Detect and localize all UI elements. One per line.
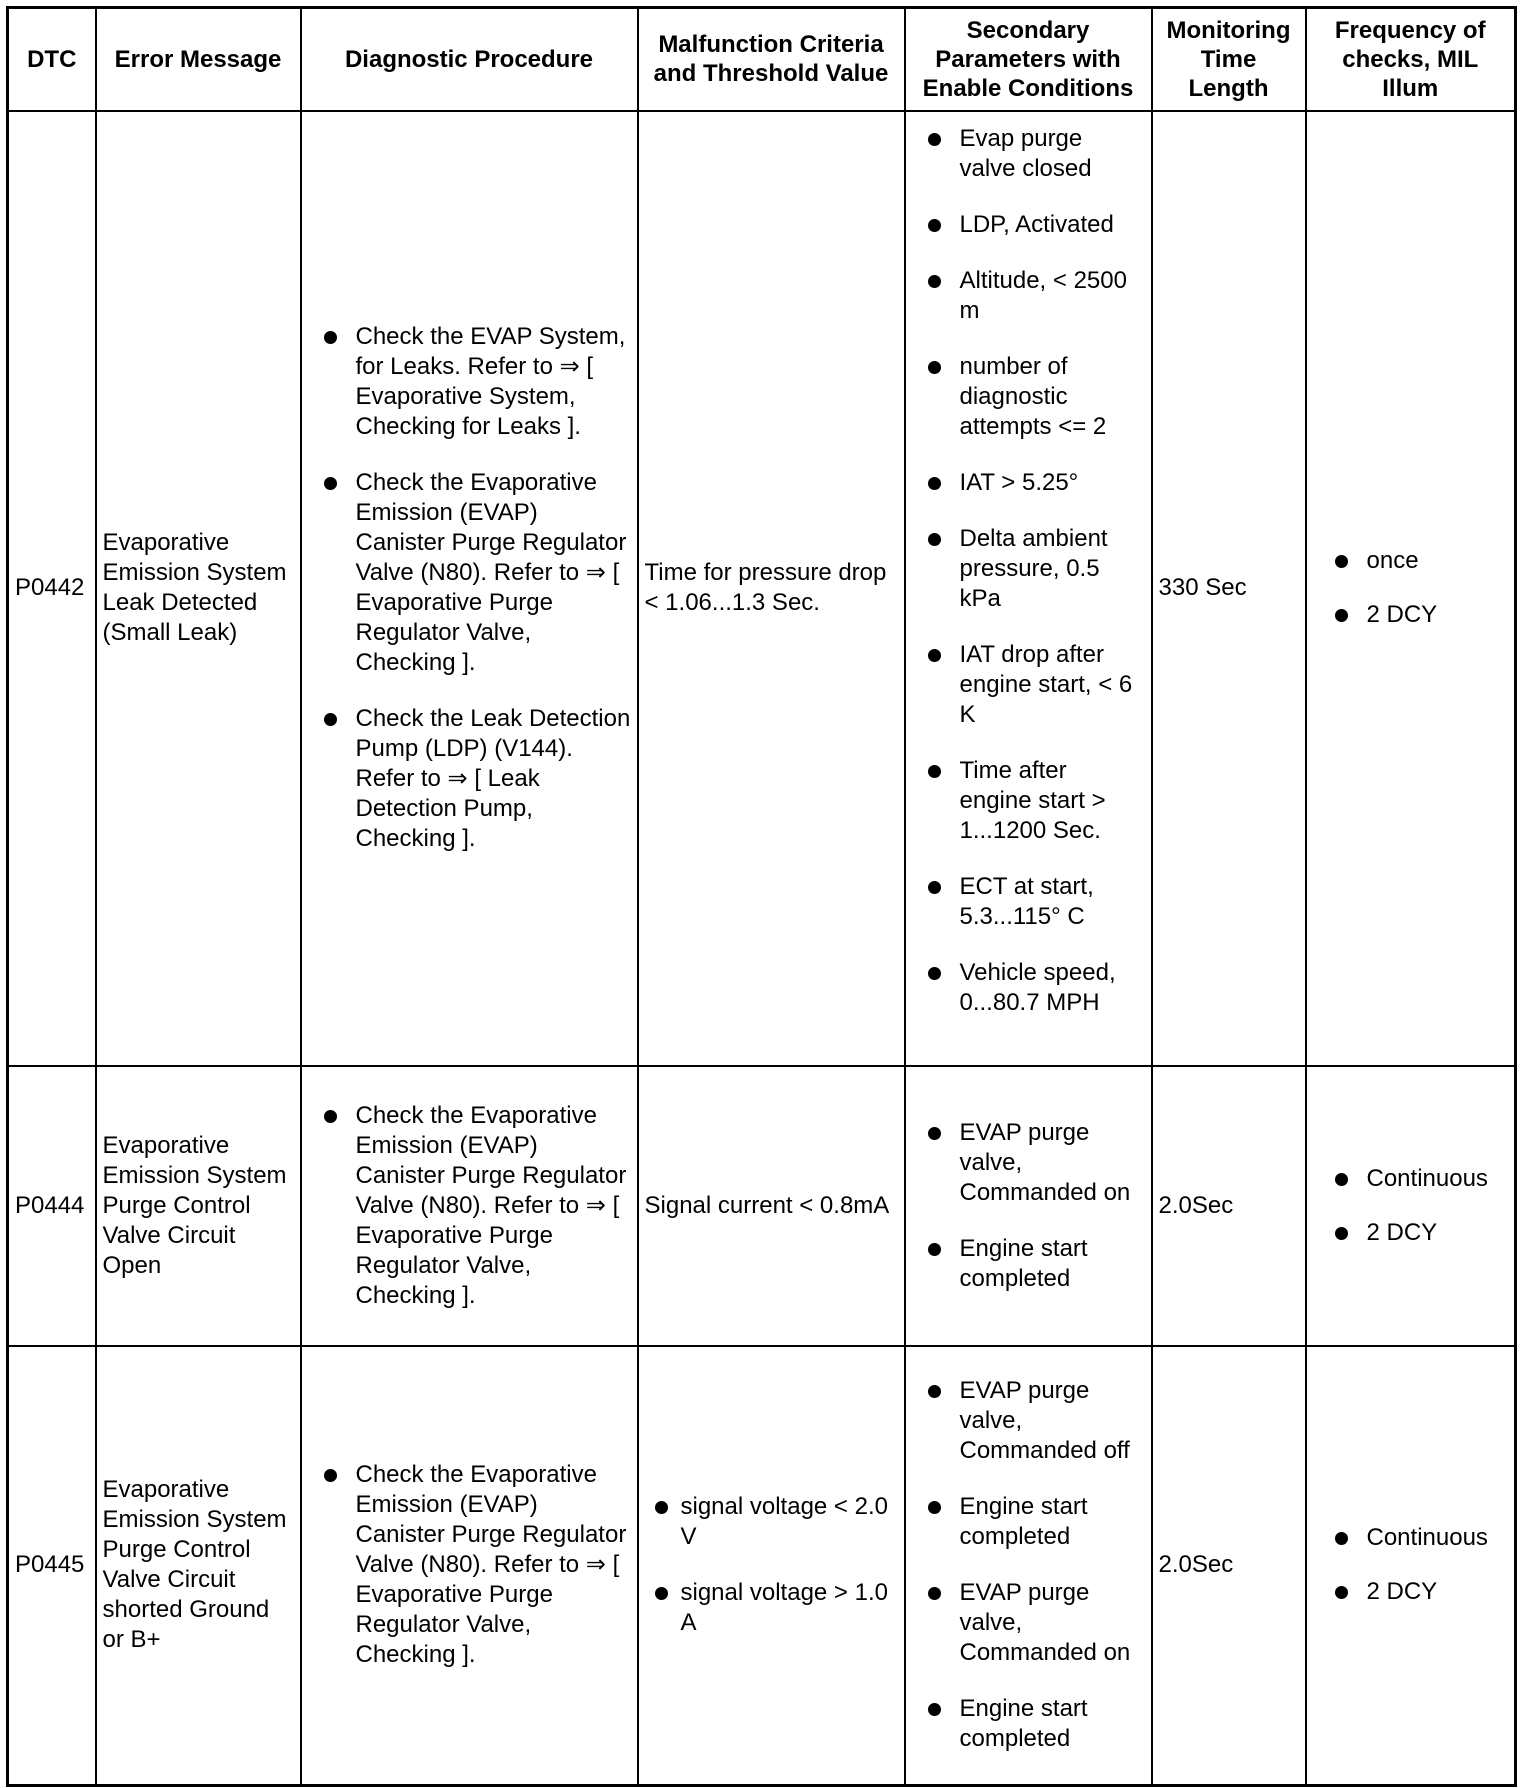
- frequency-item: 2 DCY: [1313, 600, 1509, 630]
- monitoring-time: 330 Sec: [1152, 111, 1306, 1066]
- header-row: [8, 8, 1516, 111]
- secondary-parameters: [905, 111, 1152, 1066]
- secondary-item: EVAP purge valve, Commanded off: [912, 1376, 1145, 1466]
- secondary-item: EVAP purge valve, Commanded on: [912, 1118, 1145, 1208]
- frequency-item: Continuous: [1313, 1164, 1509, 1194]
- header-secondary-parameters: Secondary Parameters with Enable Conditions: [905, 8, 1152, 111]
- procedure-item: Check the Evaporative Emission (EVAP) Canister Purge Regulator Valve (N80). Refer to ⇒ [ Evaporative Purge Regulator Valve, Checking ].: [308, 1101, 631, 1311]
- malfunction-criteria: [638, 1346, 905, 1786]
- secondary-parameters: [905, 1066, 1152, 1346]
- secondary-item: Altitude, < 2500 m: [912, 266, 1145, 326]
- malfunction-criteria: Time for pressure drop < 1.06...1.3 Sec.: [638, 111, 905, 1066]
- error-message: Evaporative Emission System Leak Detected (Small Leak): [96, 111, 301, 1066]
- malfunction-criteria: Signal current < 0.8mA: [638, 1066, 905, 1346]
- secondary-item: Time after engine start > 1...1200 Sec.: [912, 756, 1145, 846]
- error-message: Evaporative Emission System Purge Control Valve Circuit shorted Ground or B+: [96, 1346, 301, 1786]
- procedure-item: Check the Evaporative Emission (EVAP) Canister Purge Regulator Valve (N80). Refer to ⇒ [ Evaporative Purge Regulator Valve, Checking ].: [308, 468, 631, 678]
- secondary-parameters: [905, 1346, 1152, 1786]
- secondary-item: IAT drop after engine start, < 6 K: [912, 640, 1145, 730]
- secondary-item: Vehicle speed, 0...80.7 MPH: [912, 958, 1145, 1018]
- malfunction-item: signal voltage > 1.0 A: [645, 1578, 898, 1638]
- diagnostic-procedure: [301, 111, 638, 1066]
- dtc-code: P0442: [8, 111, 96, 1066]
- secondary-item: Engine start completed: [912, 1492, 1145, 1552]
- procedure-item: Check the EVAP System, for Leaks. Refer to ⇒ [ Evaporative System, Checking for Leaks ].: [308, 322, 631, 442]
- error-message: Evaporative Emission System Purge Control Valve Circuit Open: [96, 1066, 301, 1346]
- malfunction-item: signal voltage < 2.0 V: [645, 1492, 898, 1552]
- header-diagnostic-procedure: Diagnostic Procedure: [301, 8, 638, 111]
- secondary-item: Delta ambient pressure, 0.5 kPa: [912, 524, 1145, 614]
- secondary-item: LDP, Activated: [912, 210, 1145, 240]
- header-monitoring-time: Monitoring Time Length: [1152, 8, 1306, 111]
- secondary-item: IAT > 5.25°: [912, 468, 1145, 498]
- header-error-message: Error Message: [96, 8, 301, 111]
- secondary-item: EVAP purge valve, Commanded on: [912, 1578, 1145, 1668]
- dtc-code: P0445: [8, 1346, 96, 1786]
- secondary-item: Evap purge valve closed: [912, 124, 1145, 184]
- secondary-item: Engine start completed: [912, 1694, 1145, 1754]
- monitoring-time: 2.0Sec: [1152, 1066, 1306, 1346]
- frequency-item: 2 DCY: [1313, 1218, 1509, 1248]
- frequency-item: Continuous: [1313, 1523, 1509, 1553]
- secondary-item: number of diagnostic attempts <= 2: [912, 352, 1145, 442]
- monitoring-time: 2.0Sec: [1152, 1346, 1306, 1786]
- frequency: [1306, 1066, 1516, 1346]
- frequency-item: 2 DCY: [1313, 1577, 1509, 1607]
- header-malfunction-criteria: Malfunction Criteria and Threshold Value: [638, 8, 905, 111]
- secondary-item: ECT at start, 5.3...115° C: [912, 872, 1145, 932]
- table-row: [8, 1066, 1516, 1346]
- secondary-item: Engine start completed: [912, 1234, 1145, 1294]
- table-row: [8, 111, 1516, 1066]
- dtc-code: P0444: [8, 1066, 96, 1346]
- dtc-table: [6, 6, 1517, 1787]
- table-row: [8, 1346, 1516, 1786]
- header-frequency: Frequency of checks, MIL Illum: [1306, 8, 1516, 111]
- procedure-item: Check the Evaporative Emission (EVAP) Canister Purge Regulator Valve (N80). Refer to ⇒ [ Evaporative Purge Regulator Valve, Checking ].: [308, 1460, 631, 1670]
- diagnostic-procedure: [301, 1066, 638, 1346]
- frequency: [1306, 111, 1516, 1066]
- procedure-item: Check the Leak Detection Pump (LDP) (V144). Refer to ⇒ [ Leak Detection Pump, Checking ].: [308, 704, 631, 854]
- diagnostic-procedure: [301, 1346, 638, 1786]
- header-dtc: DTC: [8, 8, 96, 111]
- frequency: [1306, 1346, 1516, 1786]
- frequency-item: once: [1313, 546, 1509, 576]
